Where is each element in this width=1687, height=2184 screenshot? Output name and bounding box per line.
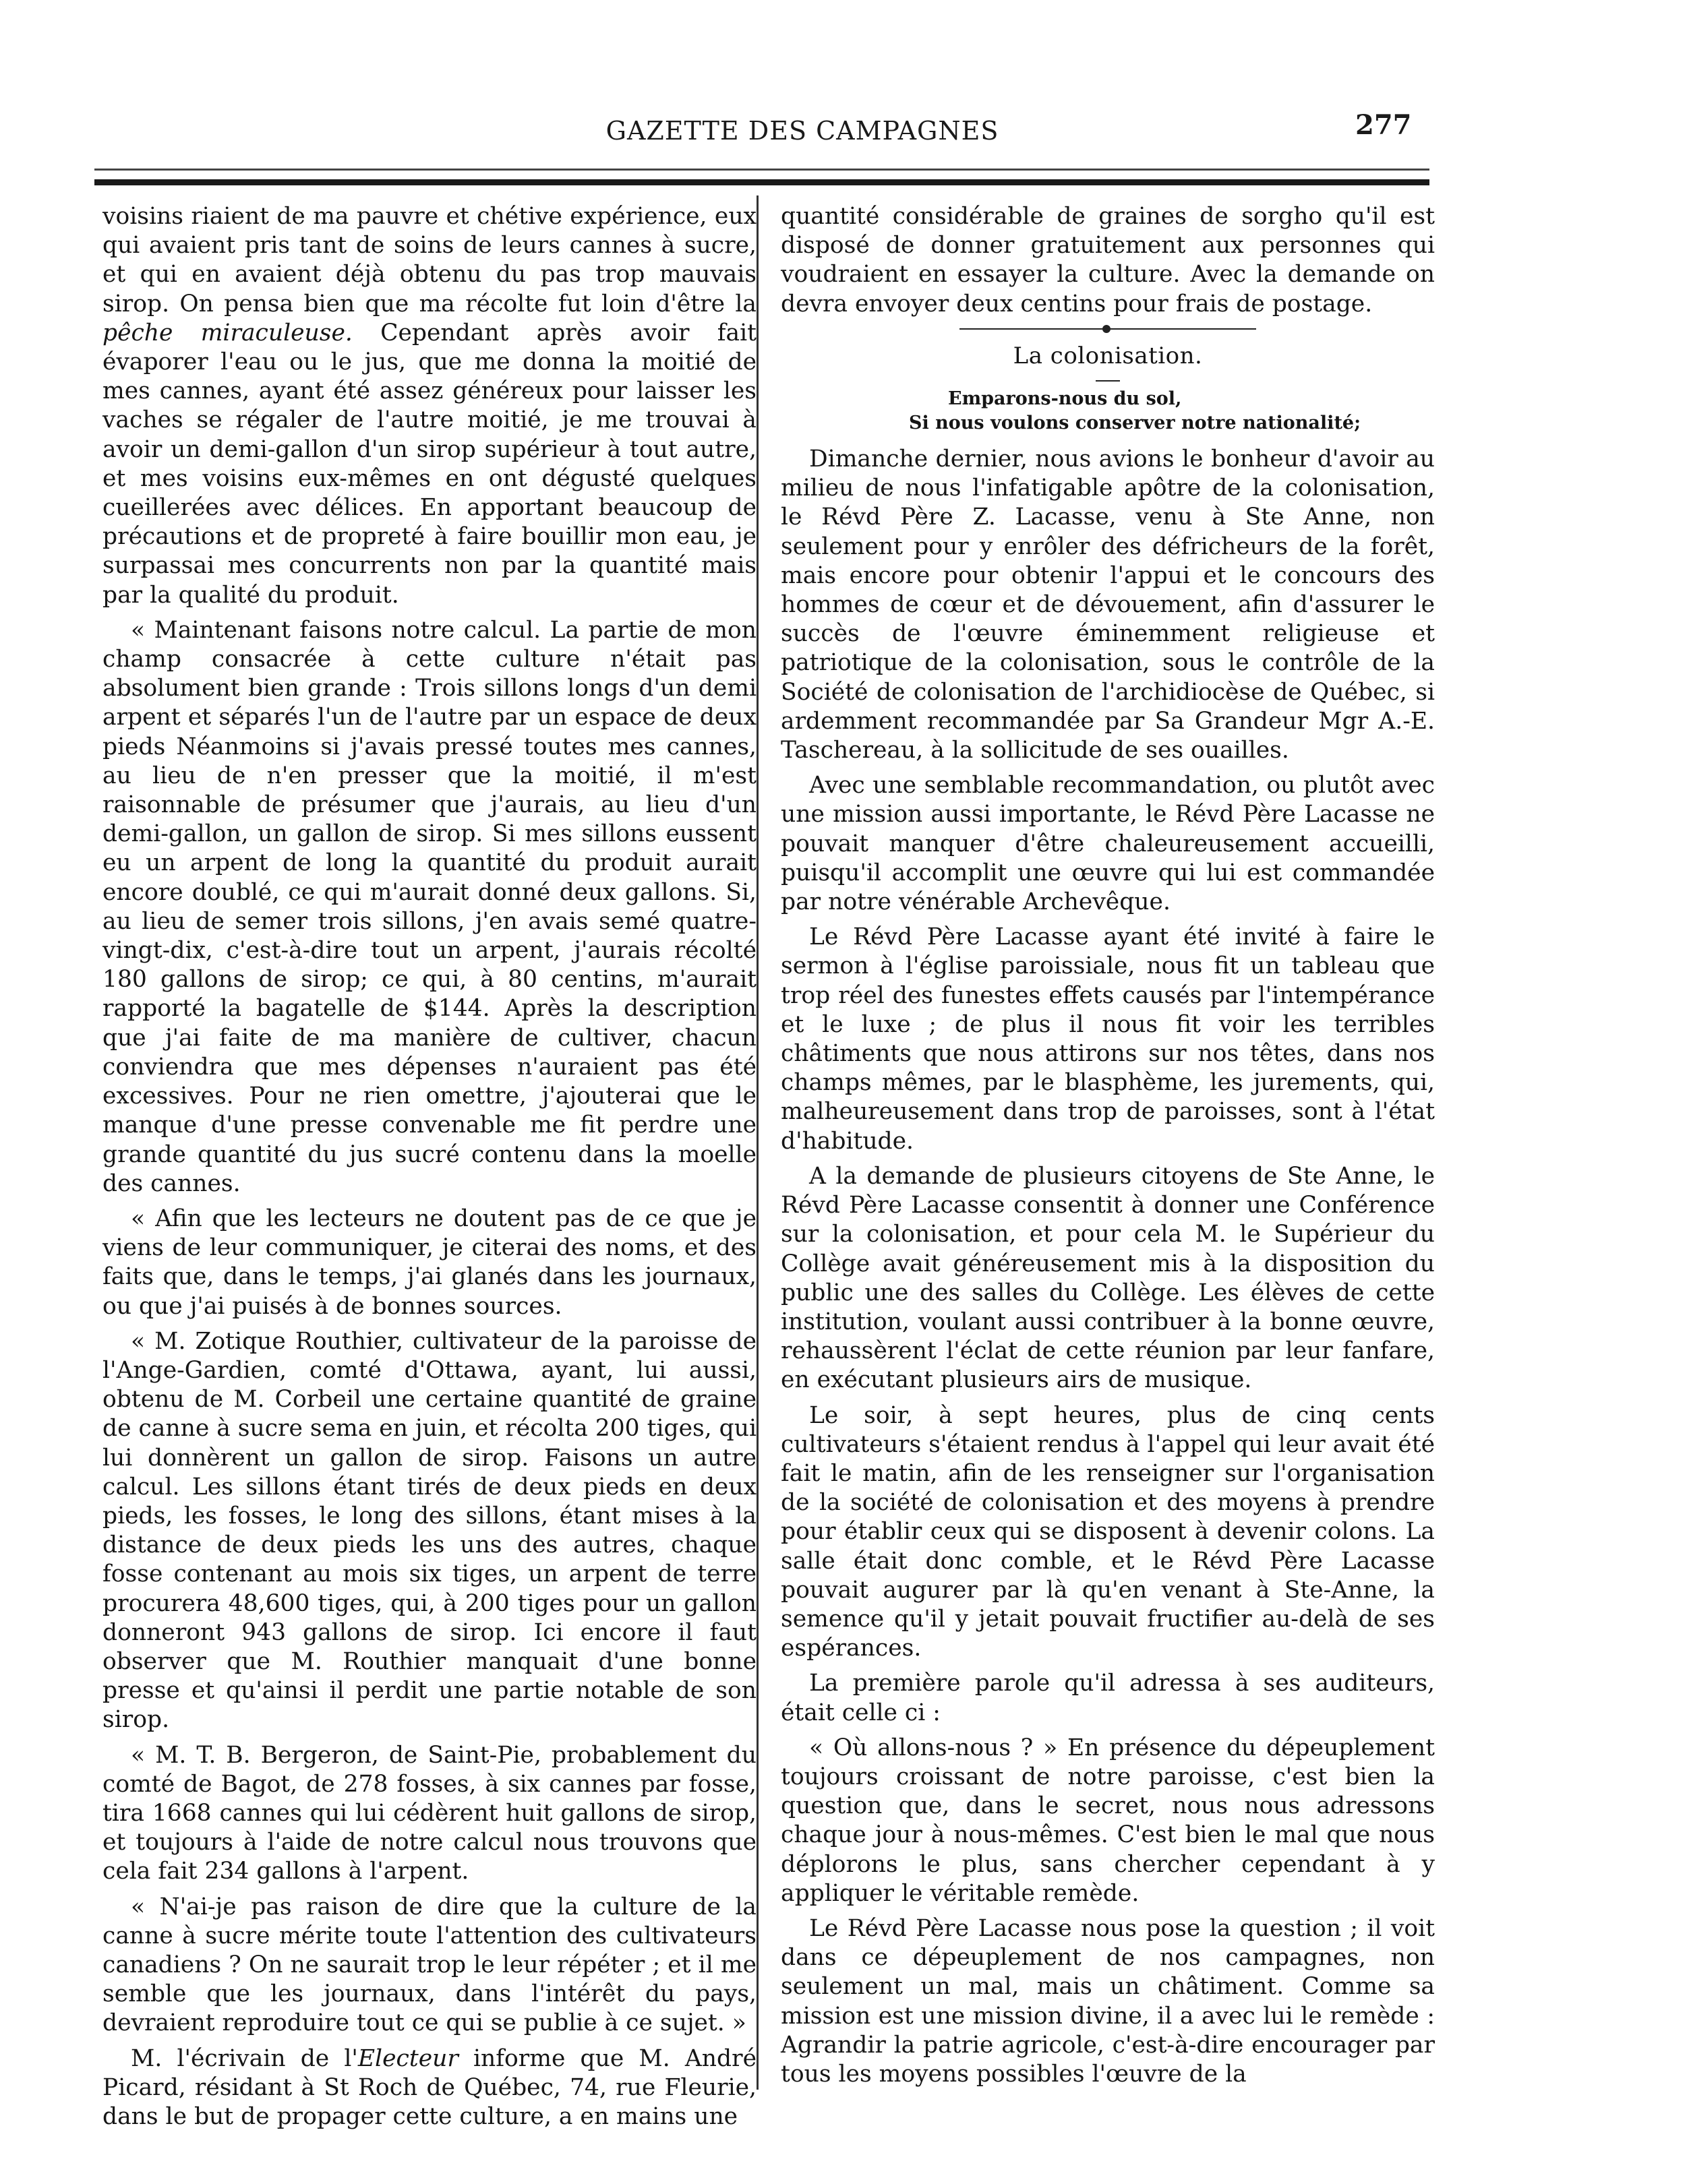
left-column (102, 202, 757, 2137)
page-number: 277 (1355, 109, 1412, 141)
epigraph-line: Si nous voulons conserver notre nationalité; (909, 413, 1361, 434)
divider-dot (1102, 325, 1111, 333)
paragraph: « Afin que les lecteurs ne doutent pas de ce que je viens de leur communiquer, je citerai des noms, et des faits que, dans le temps, j'ai glanés dans les journaux, ou que j'ai puisés à de bonnes sources. (102, 1205, 757, 1320)
paragraph: « N'ai-je pas raison de dire que la culture de la canne à sucre mérite toute l'attention des cultivateurs canadiens ? On ne saurait trop le leur répéter ; et il me semble que les journaux, dans l'intérêt du pays, devraient reproduire tout ce qui se publie à ce sujet. » (102, 1893, 757, 2037)
header-rule-thin (94, 169, 1429, 171)
newspaper-name: Electeur (357, 2044, 458, 2072)
epigraph-line: Emparons-nous du sol, (948, 388, 1182, 410)
paragraph: Dimanche dernier, nous avions le bonheur d'avoir au milieu de nous l'infatigable apôtre de la colonisation, le Révd Père Z. Lacasse, venu à Ste Anne, non seulement pour y enrôler des défricheurs de la forêt, mais encore pour obtenir l'appui et le concours des hommes de cœur et de dévouement, afin d'assurer le succès de l'œuvre éminemment religieuse et patriotique de la colonisation, sous le contrôle de la Société de colonisation de l'archidiocèse de Québec, si ardemment recommandée par Sa Grandeur Mgr A.-E. Taschereau, à la sollicitude de ses ouailles. (781, 446, 1435, 764)
page-header-title: GAZETTE DES CAMPAGNES (605, 116, 999, 146)
title-underline (1096, 380, 1120, 382)
paragraph: Le soir, à sept heures, plus de cinq cents cultivateurs s'étaient rendus à l'appel qui leur avait été fait le matin, afin de les renseigner sur l'organisation de la société de colonisation et des moyens à prendre pour établir ceux qui se disposent à devenir colons. La salle était donc comble, et le Révd Père Lacasse pouvait augurer par là qu'en venant à Ste-Anne, la semence qu'il y jetait pouvait fructifier au-delà de ses espérances. (781, 1401, 1435, 1662)
paragraph-text: informe que M. André Picard, résidant à St Roch de Québec, 74, rue Fleurie, dans le but de propager cette culture, a en mains une (102, 2044, 757, 2130)
paragraph-text: voisins riaient de ma pauvre et chétive expérience, eux qui avaient pris tant de soins de leurs cannes à sucre, et qui en avaient déjà obtenu du pas trop mauvais sirop. On pensa bien que ma récolte fut loin d'être la (102, 203, 757, 317)
section-divider (959, 328, 1256, 330)
paragraph: La première parole qu'il adressa à ses auditeurs, était celle ci : (781, 1670, 1435, 1726)
paragraph: « M. T. B. Bergeron, de Saint-Pie, probablement du comté de Bagot, de 278 fosses, à six cannes par fosse, tira 1668 cannes qui lui cédèrent huit gallons de sirop, et toujours à l'aide de notre calcul nous trouvons que cela fait 234 gallons à l'arpent. (102, 1741, 757, 1885)
paragraph: « M. Zotique Routhier, cultivateur de la paroisse de l'Ange-Gardien, comté d'Ottawa, ayant, lui aussi, obtenu de M. Corbeil une certaine quantité de graine de canne à sucre sema en juin, et récolta 200 tiges, qui lui donnèrent un gallon de sirop. Faisons un autre calcul. Les sillons étant tirés de deux pieds en deux pieds, les fosses, le long des sillons, étant mises à la distance de deux pieds les uns des autres, chaque fosse contenant au mois six tiges, un arpent de terre procurera 48,600 tiges, qui, à 200 tiges pour un gallon donneront 943 gallons de sirop. Ici encore il faut observer que M. Routhier manquait d'une bonne presse et qu'ainsi il perdit une partie notable de son sirop. (102, 1327, 757, 1734)
paragraph-text: M. l'écrivain de l' (131, 2044, 358, 2072)
paragraph: Le Révd Père Lacasse ayant été invité à faire le sermon à l'église paroissiale, nous fit un tableau que trop réel des funestes effets causés par l'intempérance et le luxe ; de plus il nous fit voir les terribles châtiments que nous attirons sur nos têtes, dans nos champs mêmes, par le blasphème, les jurements, qui, malheureusement dans trop de paroisses, sont à l'état d'habitude. (781, 923, 1435, 1155)
paragraph (102, 202, 757, 610)
paragraph-text: Cependant après avoir fait évaporer l'eau ou le jus, que me donna la moitié de mes cannes, ayant été assez généreux pour laisser les vaches se régaler de l'autre moitié, je me trouvai à avoir un demi-gallon d'un sirop supérieur à tout autre, et mes voisins eux-mêmes en ont dégusté quelques cueillerées avec délices. En apportant beaucoup de précautions et de propreté à faire bouillir mon eau, je surpassai mes concurrents non par la quantité mais par la qualité du produit. (102, 319, 757, 609)
paragraph: « Où allons-nous ? » En présence du dépeuplement toujours croissant de notre paroisse, c'est bien la question que, dans le secret, nous nous adressons chaque jour à nous-mêmes. C'est bien le mal que nous déplorons le plus, sans chercher cependant à y appliquer le véritable remède. (781, 1734, 1435, 1907)
paragraph (102, 2044, 757, 2132)
italic-phrase: pêche miraculeuse. (102, 319, 353, 346)
paragraph: Le Révd Père Lacasse nous pose la question ; il voit dans ce dépeuplement de nos campagnes, non seulement un mal, mais un châtiment. Comme sa mission est une mission divine, il a avec lui le remède : Agrandir la patrie agricole, c'est-à-dire encourager par tous les moyens possibles l'œuvre de la (781, 1914, 1435, 2088)
paragraph: A la demande de plusieurs citoyens de Ste Anne, le Révd Père Lacasse consentit à donner une Conférence sur la colonisation, et pour cela M. le Supérieur du Collège avait généreusement mis à la disposition du public une des salles du Collège. Les élèves de cette institution, voulant aussi contribuer à la bonne œuvre, rehaussèrent l'éclat de cette réunion par leur fanfare, en exécutant plusieurs airs de musique. (781, 1162, 1435, 1394)
paragraph: quantité considérable de graines de sorgho qu'il est disposé de donner gratuitement aux personnes qui voudraient en essayer la culture. Avec la demande on devra envoyer deux centins pour frais de postage. (781, 203, 1435, 317)
column-divider (757, 195, 759, 2090)
paragraph: « Maintenant faisons notre calcul. La partie de mon champ consacrée à cette culture n'était pas absolument bien grande : Trois sillons longs d'un demi arpent et séparés l'un de l'autre par un espace de deux pieds Néanmoins si j'avais pressé toutes mes cannes, au lieu de n'en presser que la moitié, il m'est raisonnable de présumer que j'aurais, au lieu d'un demi-gallon, un gallon de sirop. Si mes sillons eussent eu un arpent de long la quantité du produit aurait encore doublé, ce qui m'aurait donné deux gallons. Si, au lieu de semer trois sillons, j'en avais semé quatre-vingt-dix, c'est-à-dire tout un arpent, j'aurais récolté 180 gallons de sirop; ce qui, à 80 centins, m'aurait rapporté la bagatelle de $144. Après la description que j'ai faite de ma manière de cultiver, chacun conviendra que mes dépenses n'auraient pas été excessives. Pour ne rien omettre, j'ajouterai que le manque d'une presse convenable me fit perdre une grande quantité du jus sucré contenu dans la moelle des cannes. (102, 616, 757, 1197)
header-rule-thick (94, 179, 1429, 185)
right-column (781, 202, 1435, 2095)
section-title: La colonisation. (1013, 342, 1203, 369)
paragraph: Avec une semblable recommandation, ou plutôt avec une mission aussi importante, le Révd Père Lacasse ne pouvait manquer d'être chaleureusement accueilli, puisqu'il accomplit une œuvre qui lui est commandée par notre vénérable Archevêque. (781, 772, 1435, 916)
